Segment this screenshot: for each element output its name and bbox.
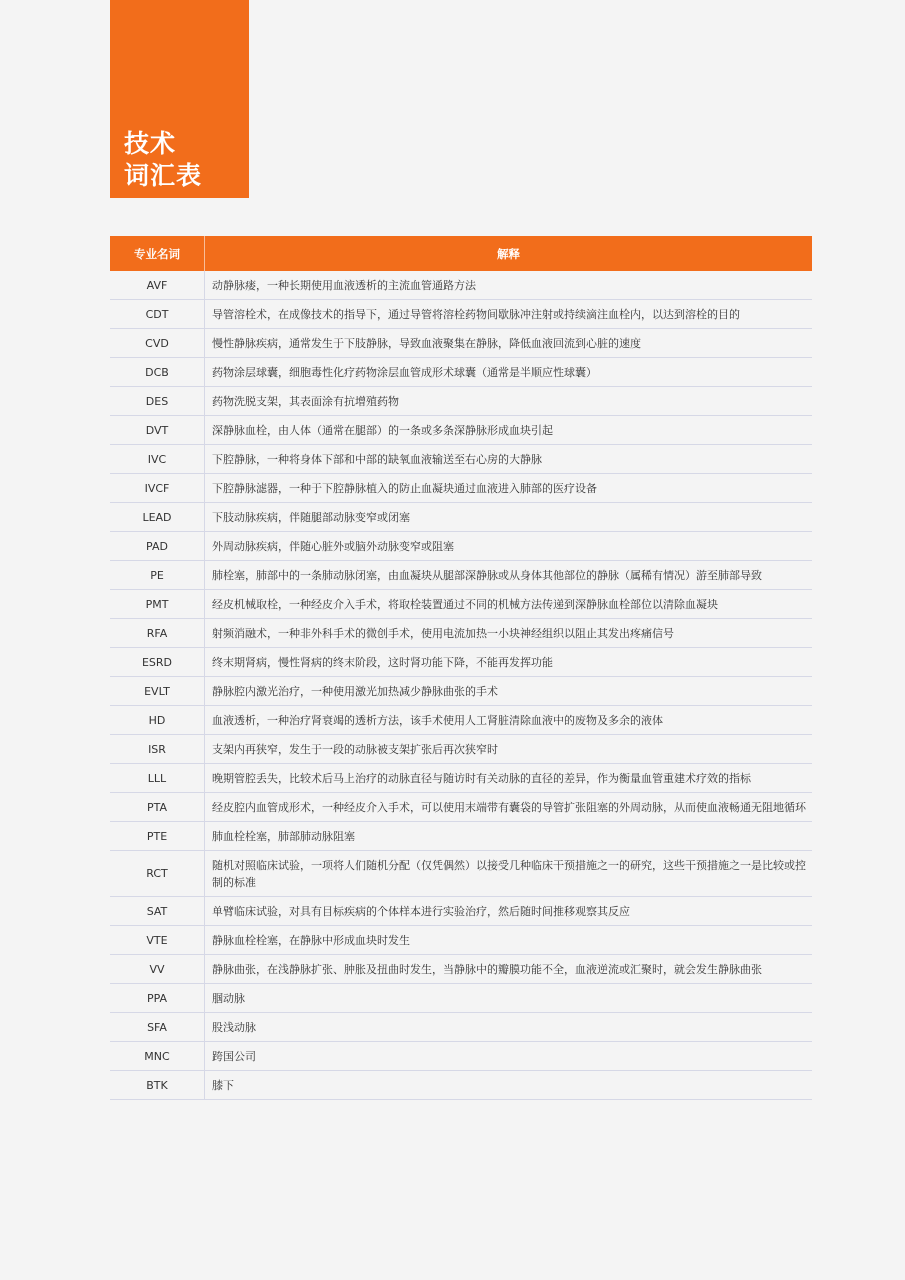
definition-cell: 经皮腔内血管成形术，一种经皮介入手术，可以使用末端带有囊袋的导管扩张阻塞的外周动脉，从而使血液畅通无阻地循环 (212, 801, 806, 814)
term-cell: PPA (110, 984, 205, 1012)
table-row (110, 735, 812, 764)
definition-cell: 下腔静脉，一种将身体下部和中部的缺氧血液输送至右心房的大静脉 (212, 453, 542, 466)
table-row (110, 619, 812, 648)
term-cell: VV (110, 955, 205, 983)
term-cell: VTE (110, 926, 205, 954)
definition-cell: 静脉腔内激光治疗，一种使用激光加热减少静脉曲张的手术 (212, 685, 498, 698)
term-cell: IVC (110, 445, 205, 473)
definition-cell: 肺栓塞，肺部中的一条肺动脉闭塞，由血凝块从腿部深静脉或从身体其他部位的静脉（属稀有情况）游至肺部导致 (212, 569, 762, 582)
table-row (110, 416, 812, 445)
table-row (110, 926, 812, 955)
table-row (110, 474, 812, 503)
term-cell: PTE (110, 822, 205, 850)
definition-cell: 导管溶栓术，在成像技术的指导下，通过导管将溶栓药物间歇脉冲注射或持续滴注血栓内，以达到溶栓的目的 (212, 308, 740, 321)
term-cell: PE (110, 561, 205, 589)
term-cell: DES (110, 387, 205, 415)
term-cell: LEAD (110, 503, 205, 531)
definition-cell: 外周动脉疾病，伴随心脏外或脑外动脉变窄或阻塞 (212, 540, 454, 553)
table-row (110, 387, 812, 416)
definition-cell: 肺血栓栓塞，肺部肺动脉阻塞 (212, 830, 355, 843)
term-cell: HD (110, 706, 205, 734)
term-cell: PAD (110, 532, 205, 560)
definition-cell: 腘动脉 (212, 992, 245, 1005)
definition-cell: 下肢动脉疾病，伴随腿部动脉变窄或闭塞 (212, 511, 410, 524)
table-row (110, 764, 812, 793)
definition-cell: 终末期肾病，慢性肾病的终末阶段，这时肾功能下降，不能再发挥功能 (212, 656, 553, 669)
table-row (110, 1042, 812, 1071)
term-cell: DVT (110, 416, 205, 444)
term-cell: LLL (110, 764, 205, 792)
table-row (110, 851, 812, 897)
definition-cell: 膝下 (212, 1079, 234, 1092)
table-row (110, 677, 812, 706)
term-cell: CDT (110, 300, 205, 328)
table-row (110, 358, 812, 387)
table-row (110, 1013, 812, 1042)
table-row (110, 503, 812, 532)
term-cell: BTK (110, 1071, 205, 1099)
table-row (110, 329, 812, 358)
definition-cell: 射频消融术，一种非外科手术的微创手术，使用电流加热一小块神经组织以阻止其发出疼痛信号 (212, 627, 674, 640)
term-cell: RFA (110, 619, 205, 647)
term-cell: SAT (110, 897, 205, 925)
definition-cell: 血液透析，一种治疗肾衰竭的透析方法，该手术使用人工肾脏清除血液中的废物及多余的液体 (212, 714, 663, 727)
table-row (110, 532, 812, 561)
table-row (110, 984, 812, 1013)
definition-cell: 晚期管腔丢失，比较术后马上治疗的动脉直径与随访时有关动脉的直径的差异，作为衡量血管重建术疗效的指标 (212, 772, 751, 785)
table-row (110, 590, 812, 619)
definition-cell: 股浅动脉 (212, 1021, 256, 1034)
definition-cell: 支架内再狭窄，发生于一段的动脉被支架扩张后再次狭窄时 (212, 743, 498, 756)
table-header (110, 236, 812, 271)
term-cell: EVLT (110, 677, 205, 705)
term-cell: CVD (110, 329, 205, 357)
term-cell: ESRD (110, 648, 205, 676)
header-term: 专业名词 (110, 236, 205, 271)
term-cell: SFA (110, 1013, 205, 1041)
definition-cell: 动静脉瘘，一种长期使用血液透析的主流血管通路方法 (212, 279, 476, 292)
header-definition: 解释 (497, 246, 520, 261)
table-row (110, 445, 812, 474)
definition-cell: 深静脉血栓，由人体（通常在腿部）的一条或多条深静脉形成血块引起 (212, 424, 553, 437)
glossary-table (110, 236, 812, 1100)
definition-cell: 药物涂层球囊，细胞毒性化疗药物涂层血管成形术球囊（通常是半顺应性球囊） (212, 366, 597, 379)
term-cell: PMT (110, 590, 205, 618)
page-title-line-1: 技术 (124, 129, 177, 158)
table-row (110, 1071, 812, 1100)
table-row (110, 648, 812, 677)
definition-cell: 静脉血栓栓塞，在静脉中形成血块时发生 (212, 934, 410, 947)
table-row (110, 897, 812, 926)
table-row (110, 955, 812, 984)
term-cell: ISR (110, 735, 205, 763)
table-row (110, 300, 812, 329)
table-body (110, 271, 812, 1100)
table-row (110, 271, 812, 300)
definition-cell: 随机对照临床试验，一项将人们随机分配（仅凭偶然）以接受几种临床干预措施之一的研究，这些干预措施之一是比较或控制的标准 (212, 859, 806, 889)
term-cell: RCT (110, 851, 205, 896)
term-cell: MNC (110, 1042, 205, 1070)
table-row (110, 561, 812, 590)
table-row (110, 706, 812, 735)
term-cell: PTA (110, 793, 205, 821)
definition-cell: 经皮机械取栓，一种经皮介入手术，将取栓装置通过不同的机械方法传递到深静脉血栓部位以清除血凝块 (212, 598, 718, 611)
table-row (110, 793, 812, 822)
term-cell: DCB (110, 358, 205, 386)
term-cell: AVF (110, 271, 205, 299)
definition-cell: 下腔静脉滤器，一种于下腔静脉植入的防止血凝块通过血液进入肺部的医疗设备 (212, 482, 597, 495)
page-title-line-2: 词汇表 (124, 161, 203, 190)
table-row (110, 822, 812, 851)
definition-cell: 跨国公司 (212, 1050, 256, 1063)
title-block (110, 0, 249, 198)
term-cell: IVCF (110, 474, 205, 502)
definition-cell: 静脉曲张，在浅静脉扩张、肿胀及扭曲时发生，当静脉中的瓣膜功能不全，血液逆流或汇聚时，就会发生静脉曲张 (212, 963, 762, 976)
definition-cell: 单臂临床试验，对具有目标疾病的个体样本进行实验治疗，然后随时间推移观察其反应 (212, 905, 630, 918)
definition-cell: 慢性静脉疾病，通常发生于下肢静脉，导致血液聚集在静脉，降低血液回流到心脏的速度 (212, 337, 641, 350)
definition-cell: 药物洗脱支架，其表面涂有抗增殖药物 (212, 395, 399, 408)
